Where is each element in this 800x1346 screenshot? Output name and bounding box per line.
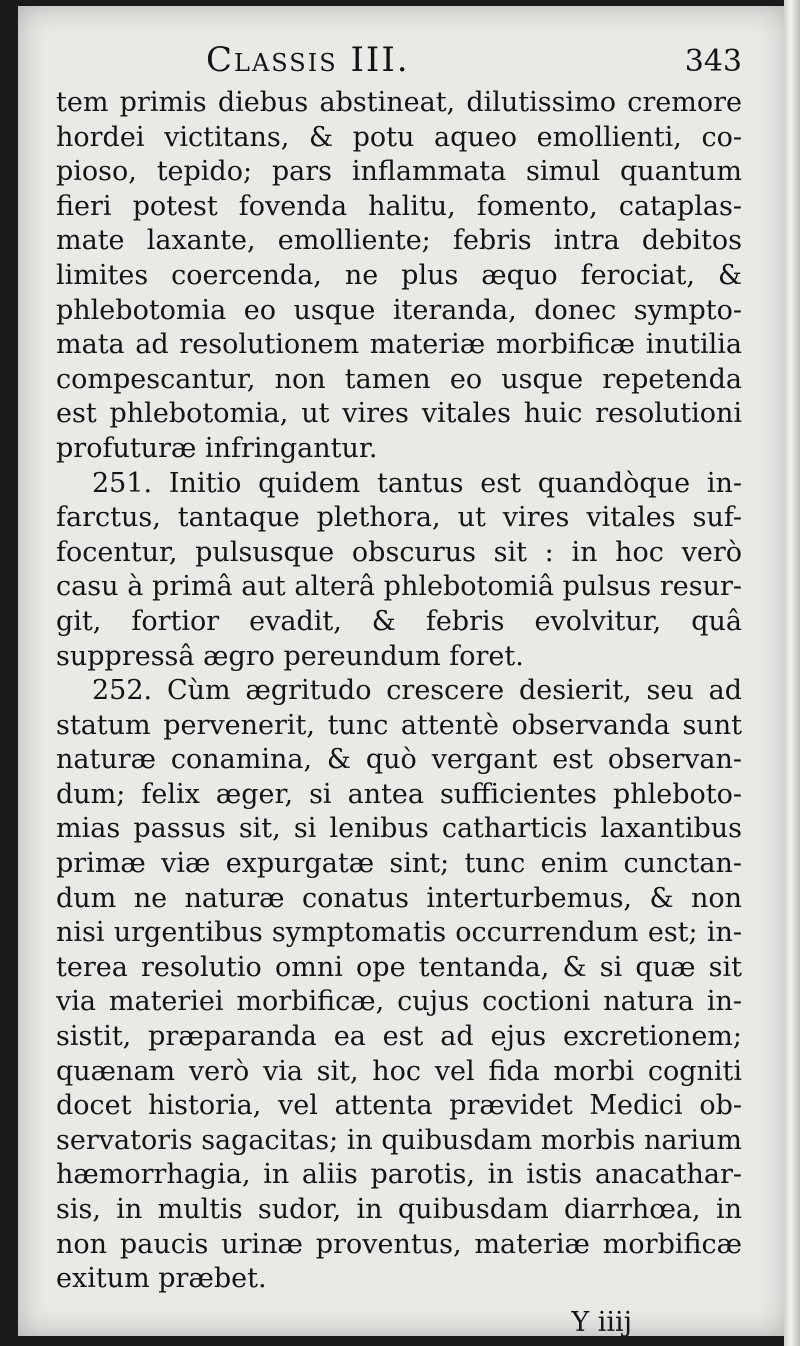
page-header	[56, 40, 742, 86]
text-line: farctus, tantaque plethora, ut vires vitales suf-	[56, 502, 742, 534]
text-line: mias passus sit, si lenibus catharticis laxantibus	[56, 813, 742, 845]
text-line: hordei victitans, & potu aqueo emollienti, co-	[56, 121, 742, 153]
text-line: pioso, tepido; pars inflammata simul quantum	[56, 156, 742, 188]
text-line: hæmorrhagia, in aliis parotis, in istis anacathar-	[56, 1159, 742, 1191]
page-edge	[784, 0, 800, 1346]
text-line: phlebotomia eo usque iteranda, donec sympto-	[56, 294, 742, 326]
text-line: fieri potest fovenda halitu, fomento, cataplas-	[56, 190, 742, 222]
signature-mark: Y iiij	[571, 1306, 632, 1338]
text-line: nisi urgentibus symptomatis occurrendum est; in-	[56, 917, 742, 949]
text-line: compescantur, non tamen eo usque repetenda	[56, 363, 742, 395]
page-content	[56, 40, 742, 1338]
paragraph-252	[56, 674, 742, 1297]
text-line: servatoris sagacitas; in quibusdam morbis narium	[56, 1124, 742, 1156]
text-line: terea resolutio omni ope tentanda, & si quæ sit	[56, 951, 742, 983]
text-line: naturæ conamina, & quò vergant est observan-	[56, 744, 742, 776]
text-line: suppressâ ægro pereundum foret.	[56, 640, 524, 672]
text-line: mata ad resolutionem materiæ morbificæ inutilia	[56, 329, 742, 361]
text-line: profuturæ infringantur.	[56, 432, 378, 464]
text-line: dum ne naturæ conatus interturbemus, & non	[56, 882, 742, 914]
text-line: limites coercenda, ne plus æquo ferociat, &	[56, 259, 742, 291]
text-line: 252. Cùm ægritudo crescere desierit, seu ad	[92, 675, 742, 707]
text-line: primæ viæ expurgatæ sint; tunc enim cunctan-	[56, 848, 742, 880]
text-line: 251. Initio quidem tantus est quandòque in-	[92, 467, 742, 499]
page-number: 343	[684, 44, 742, 79]
page-footer	[56, 1307, 742, 1338]
text-line: sistit, præparanda ea est ad ejus excretionem;	[56, 1021, 742, 1053]
paragraph-251	[56, 467, 742, 675]
text-line: casu à primâ aut alterâ phlebotomiâ pulsus resur-	[56, 571, 742, 603]
text-line: exitum præbet.	[56, 1263, 267, 1295]
text-line: quænam verò via sit, hoc vel fida morbi cogniti	[56, 1055, 742, 1087]
text-line: statum pervenerit, tunc attentè observanda sunt	[56, 709, 742, 741]
text-line: via materiei morbificæ, cujus coctioni natura in-	[56, 986, 742, 1018]
text-line: dum; felix æger, si antea sufficientes phleboto-	[56, 778, 742, 810]
text-line: git, fortior evadit, & febris evolvitur, quâ	[56, 605, 742, 637]
running-head: Classis III.	[206, 40, 410, 80]
text-line: mate laxante, emolliente; febris intra debitos	[56, 225, 742, 257]
text-line: sis, in multis sudor, in quibusdam diarrhœa, in	[56, 1194, 742, 1225]
text-line: docet historia, vel attenta prævidet Medici ob-	[56, 1090, 742, 1122]
text-line: focentur, pulsusque obscurus sit : in hoc verò	[56, 536, 742, 568]
text-line: non paucis urinæ proventus, materiæ morbificæ	[56, 1228, 742, 1260]
text-line: tem primis diebus abstineat, dilutissimo cremore	[56, 87, 742, 118]
text-line: est phlebotomia, ut vires vitales huic resolutioni	[56, 398, 742, 430]
paragraph-continued	[56, 86, 742, 467]
